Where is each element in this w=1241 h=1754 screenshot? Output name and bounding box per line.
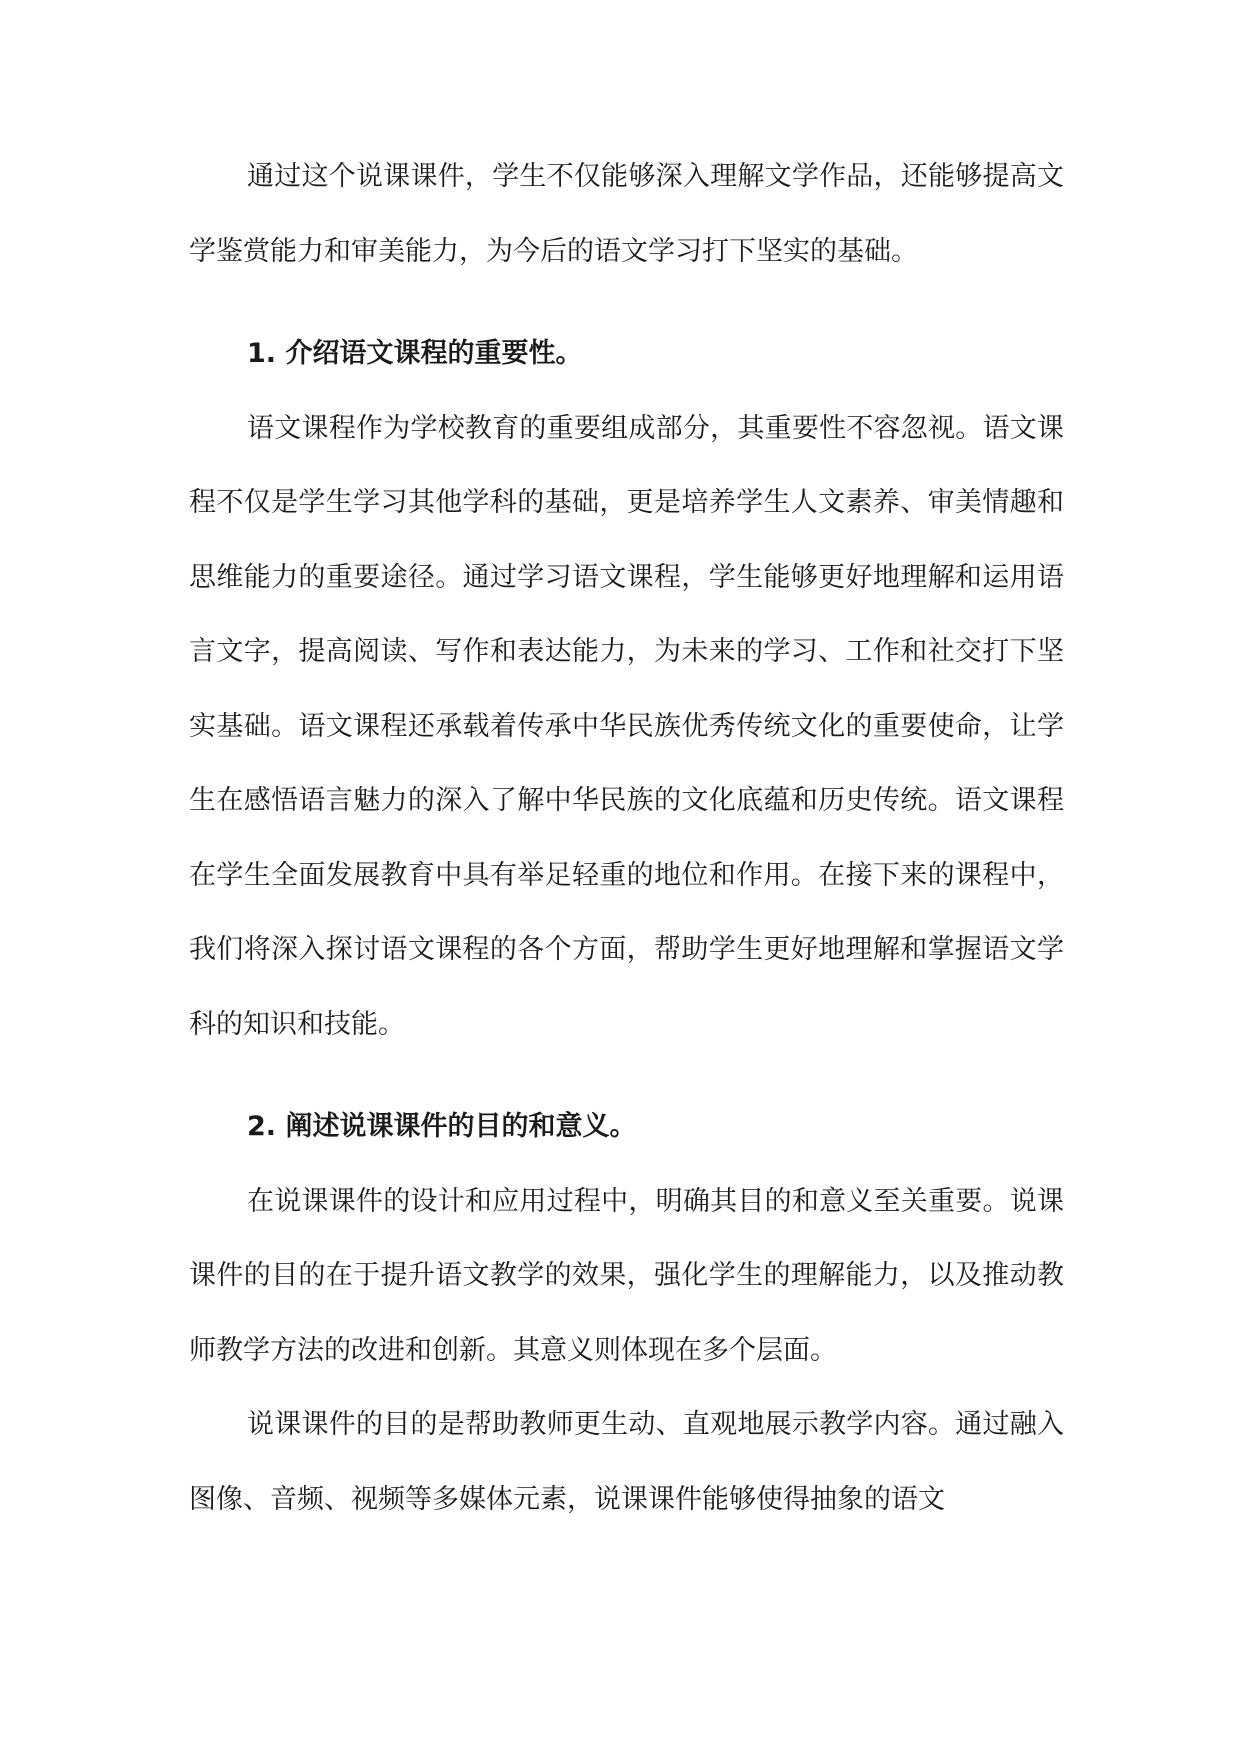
intro-paragraph: 通过这个说课课件，学生不仅能够深入理解文学作品，还能够提高文学鉴赏能力和审美能力，为今后的语文学习打下坚实的基础。 <box>189 161 1064 267</box>
document-body <box>189 140 1064 1537</box>
section-1-heading: 1. 介绍语文课程的重要性。 <box>247 338 583 369</box>
section-2-paragraph-2: 说课课件的目的是帮助教师更生动、直观地展示教学内容。通过融入图像、音频、视频等多媒体元素，说课课件能够使得抽象的语文 <box>189 1409 1064 1515</box>
section-1-paragraph: 语文课程作为学校教育的重要组成部分，其重要性不容忽视。语文课程不仅是学生学习其他学科的基础，更是培养学生人文素养、审美情趣和思维能力的重要途径。通过学习语文课程，学生能够更好地理解和运用语言文字，提高阅读、写作和表达能力，为未来的学习、工作和社交打下坚实基础。语文课程还承载着传承中华民族优秀传统文化的重要使命，让学生在感悟语言魅力的深入了解中华民族的文化底蕴和历史传统。语文课程在学生全面发展教育中具有举足轻重的地位和作用。在接下来的课程中，我们将深入探讨语文课程的各个方面，帮助学生更好地理解和掌握语文学科的知识和技能。 <box>189 412 1064 1040</box>
section-gap <box>189 289 1064 317</box>
section-2-paragraph-1: 在说课课件的设计和应用过程中，明确其目的和意义至关重要。说课课件的目的在于提升语文教学的效果，强化学生的理解能力，以及推动教师教学方法的改进和创新。其意义则体现在多个层面。 <box>189 1185 1064 1366</box>
section-2-heading: 2. 阐述说课课件的目的和意义。 <box>247 1111 637 1142</box>
section-gap <box>189 1062 1064 1090</box>
